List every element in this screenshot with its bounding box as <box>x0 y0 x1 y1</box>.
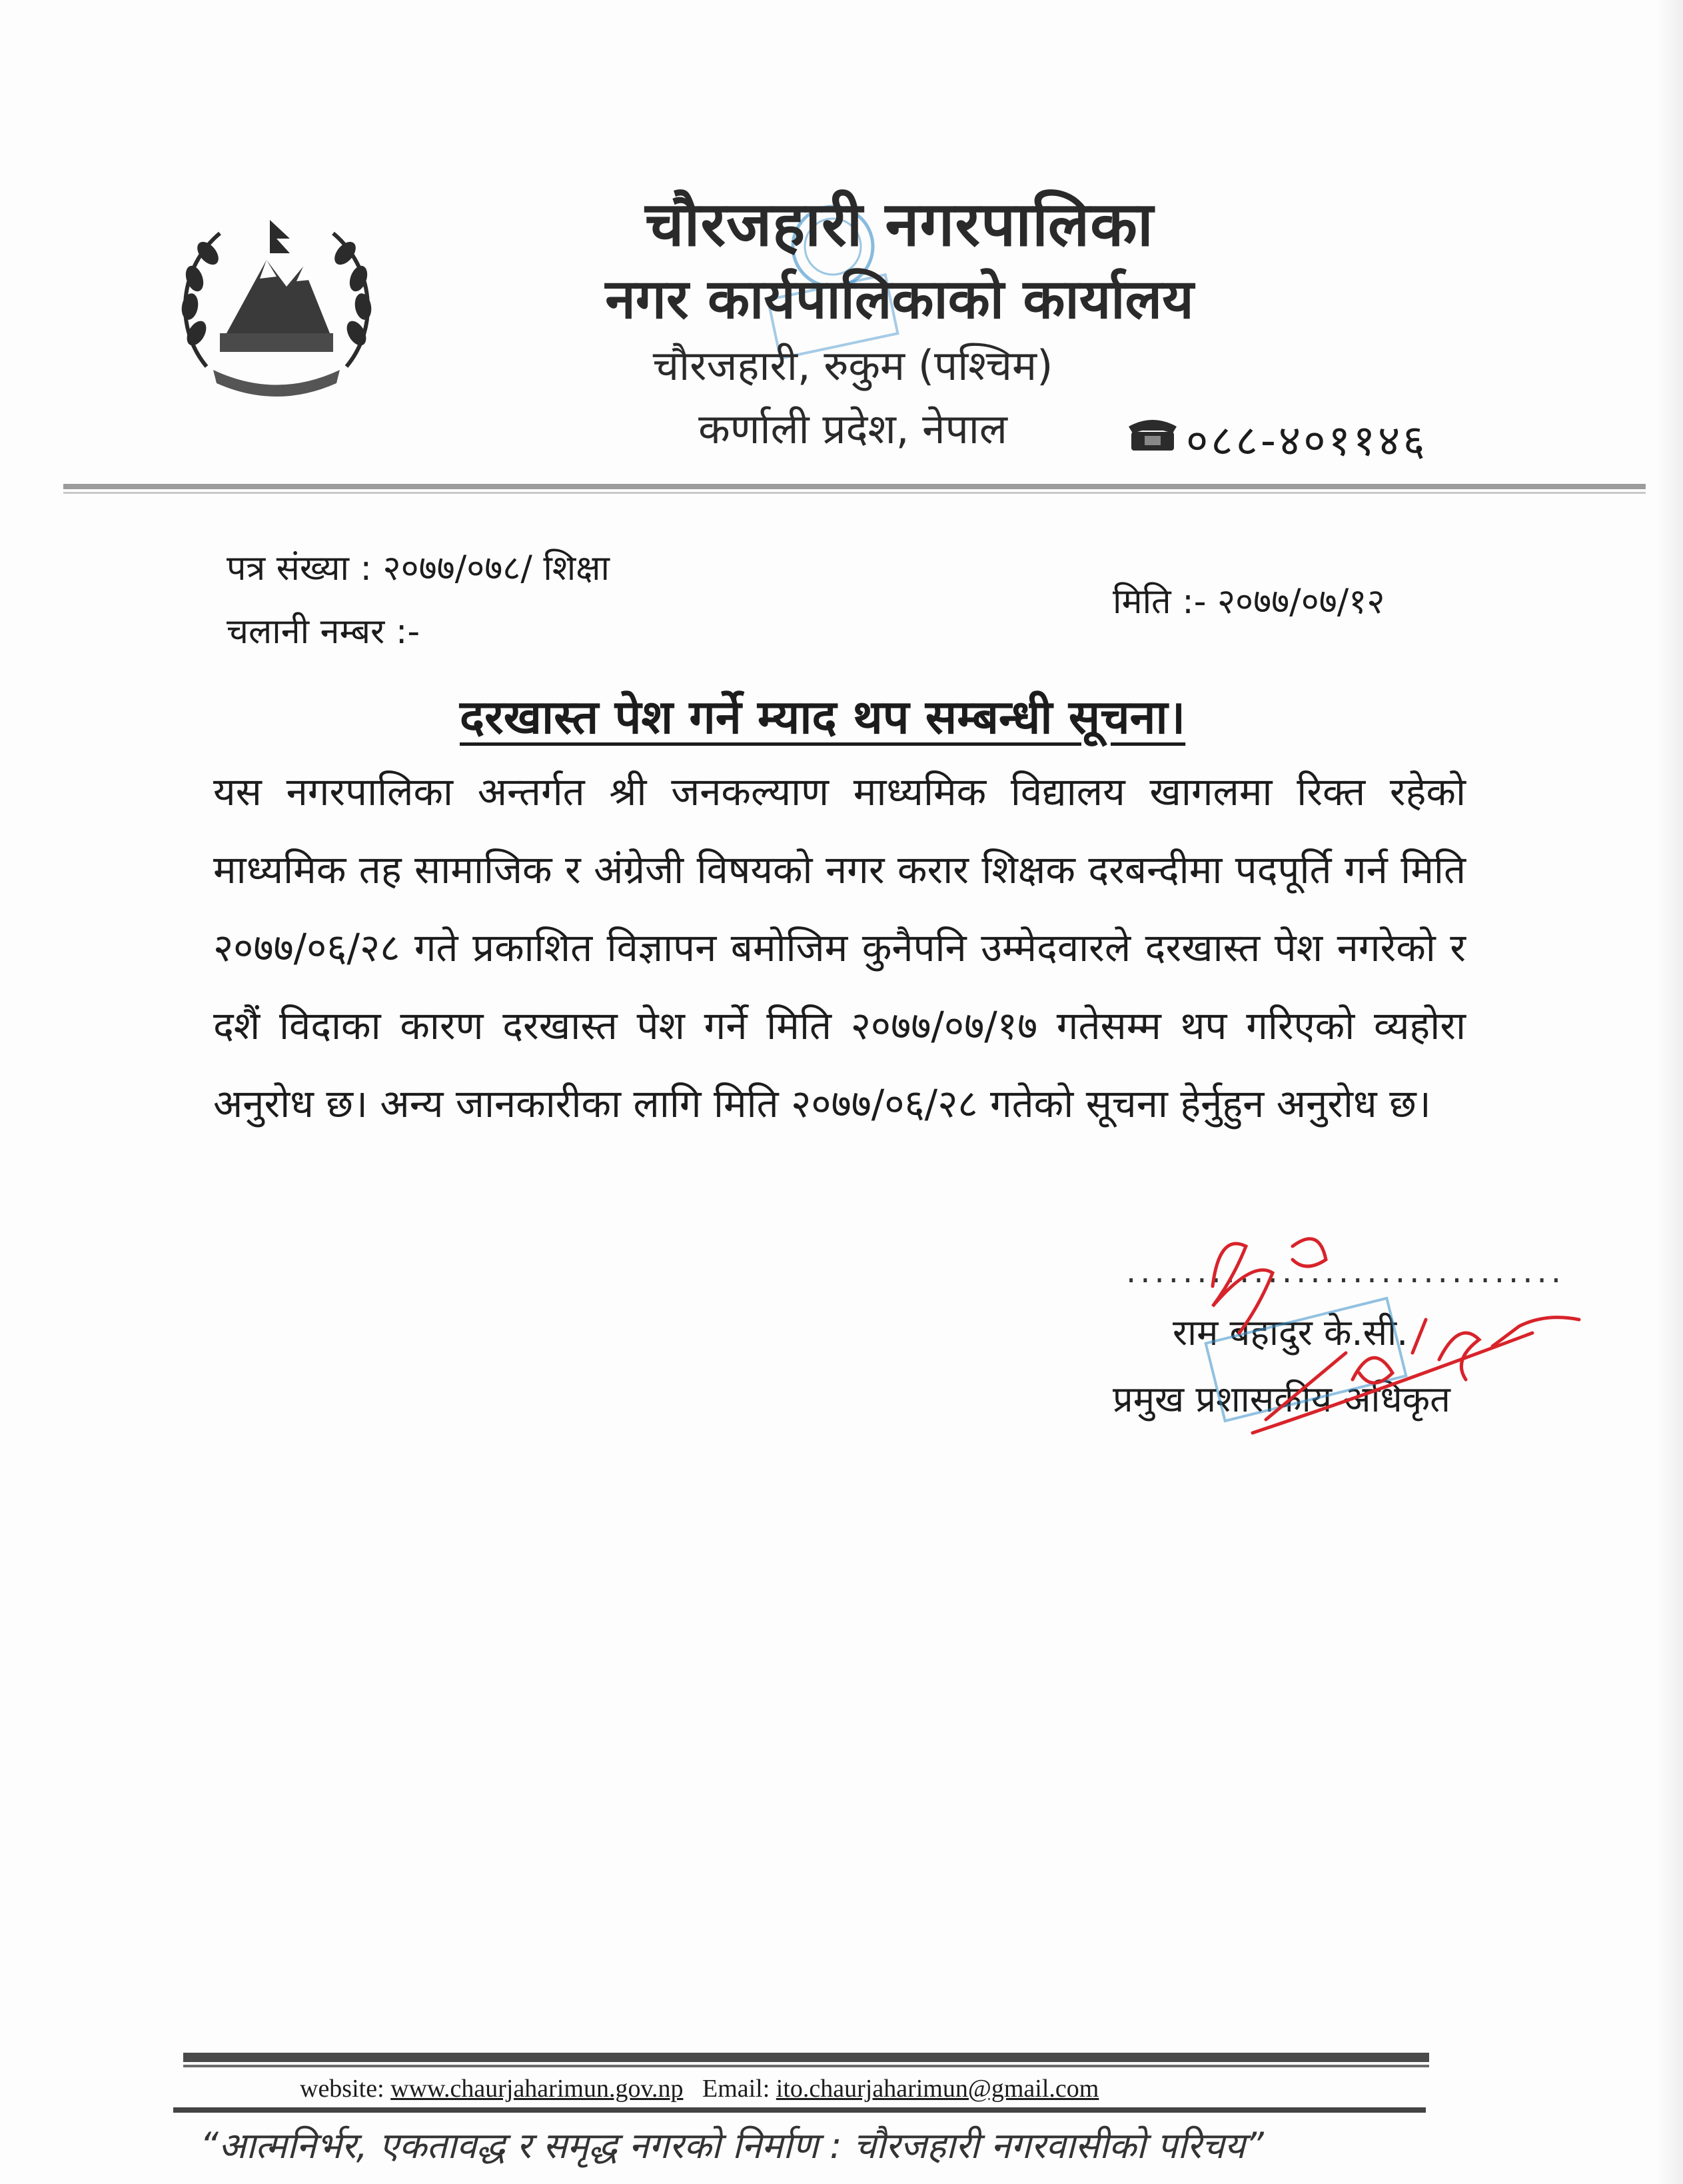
signatory-name: राम बहादुर के.सी. <box>1173 1312 1408 1354</box>
website-link[interactable]: www.chaurjaharimun.gov.np <box>390 2075 684 2103</box>
telephone-icon <box>1126 413 1179 453</box>
footer-divider-thin <box>183 2065 1429 2067</box>
notice-title: दरखास्त पेश गर्ने म्याद थप सम्बन्धी सूचना। <box>460 690 1186 744</box>
signatory-role: प्रमुख प्रशासकीय अधिकृत <box>1113 1378 1450 1420</box>
office-address: चौरजहारी, रुकुम (पश्चिम) <box>652 341 1053 390</box>
email-label: Email: <box>702 2075 770 2103</box>
letter-date: मिति :- २०७७/०७/१२ <box>1113 582 1385 622</box>
org-name: चौरजहारी नगरपालिका <box>645 189 1154 260</box>
header-divider-thin <box>63 492 1646 494</box>
notice-body: यस नगरपालिका अन्तर्गत श्री जनकल्याण माध्यमिक विद्यालय खागलमा रिक्त रहेको माध्यमिक तह सामाजिक र अंग्रेजी विषयको नगर करार शिक्षक दरबन्दीमा पदपूर्ति गर्न मिति २०७७/०६/२८ गते प्रकाशित विज्ञापन बमोजिम कुनैपनि उम्मेदवारले दरखास्त पेश नगरेको र दशैं विदाका कारण दरखास्त पेश गर्ने मिति २०७७/०७/१७ गतेसम्म थप गरिएको व्यहोरा अनुरोध छ। अन्य जानकारीका लागि मिति २०७७/०६/२८ गतेको सूचना हेर्नुहुन अनुरोध छ। <box>213 769 1466 1126</box>
signature-stamp-icon <box>1173 1220 1586 1473</box>
office-phone: ०८८-४०११४६ <box>1186 417 1428 466</box>
footer-divider-thick <box>183 2053 1429 2062</box>
footer-contact <box>300 2074 1099 2103</box>
scan-edge-shadow <box>1656 0 1683 2184</box>
letter-number: पत्र संख्या : २०७७/०७८/ शिक्षा <box>227 548 610 588</box>
office-name: नगर कार्यपालिकाको कार्यालय <box>605 268 1194 331</box>
nepal-emblem-icon <box>167 200 386 407</box>
office-province: कर्णाली प्रदेश, नेपाल <box>698 405 1007 453</box>
footer-slogan: “आत्मनिर्भर, एकतावद्ध र समृद्ध नगरको निर्माण : चौरजहारी नगरवासीको परिचय” <box>200 2125 1264 2167</box>
signature-line: ............................... <box>1126 1253 1565 1290</box>
footer-divider-bottom <box>173 2107 1426 2113</box>
email-link[interactable]: ito.chaurjaharimun@gmail.com <box>776 2075 1099 2103</box>
website-label: website: <box>300 2075 384 2103</box>
header-divider <box>63 484 1646 489</box>
dispatch-number: चलानी नम्बर :- <box>227 612 420 652</box>
